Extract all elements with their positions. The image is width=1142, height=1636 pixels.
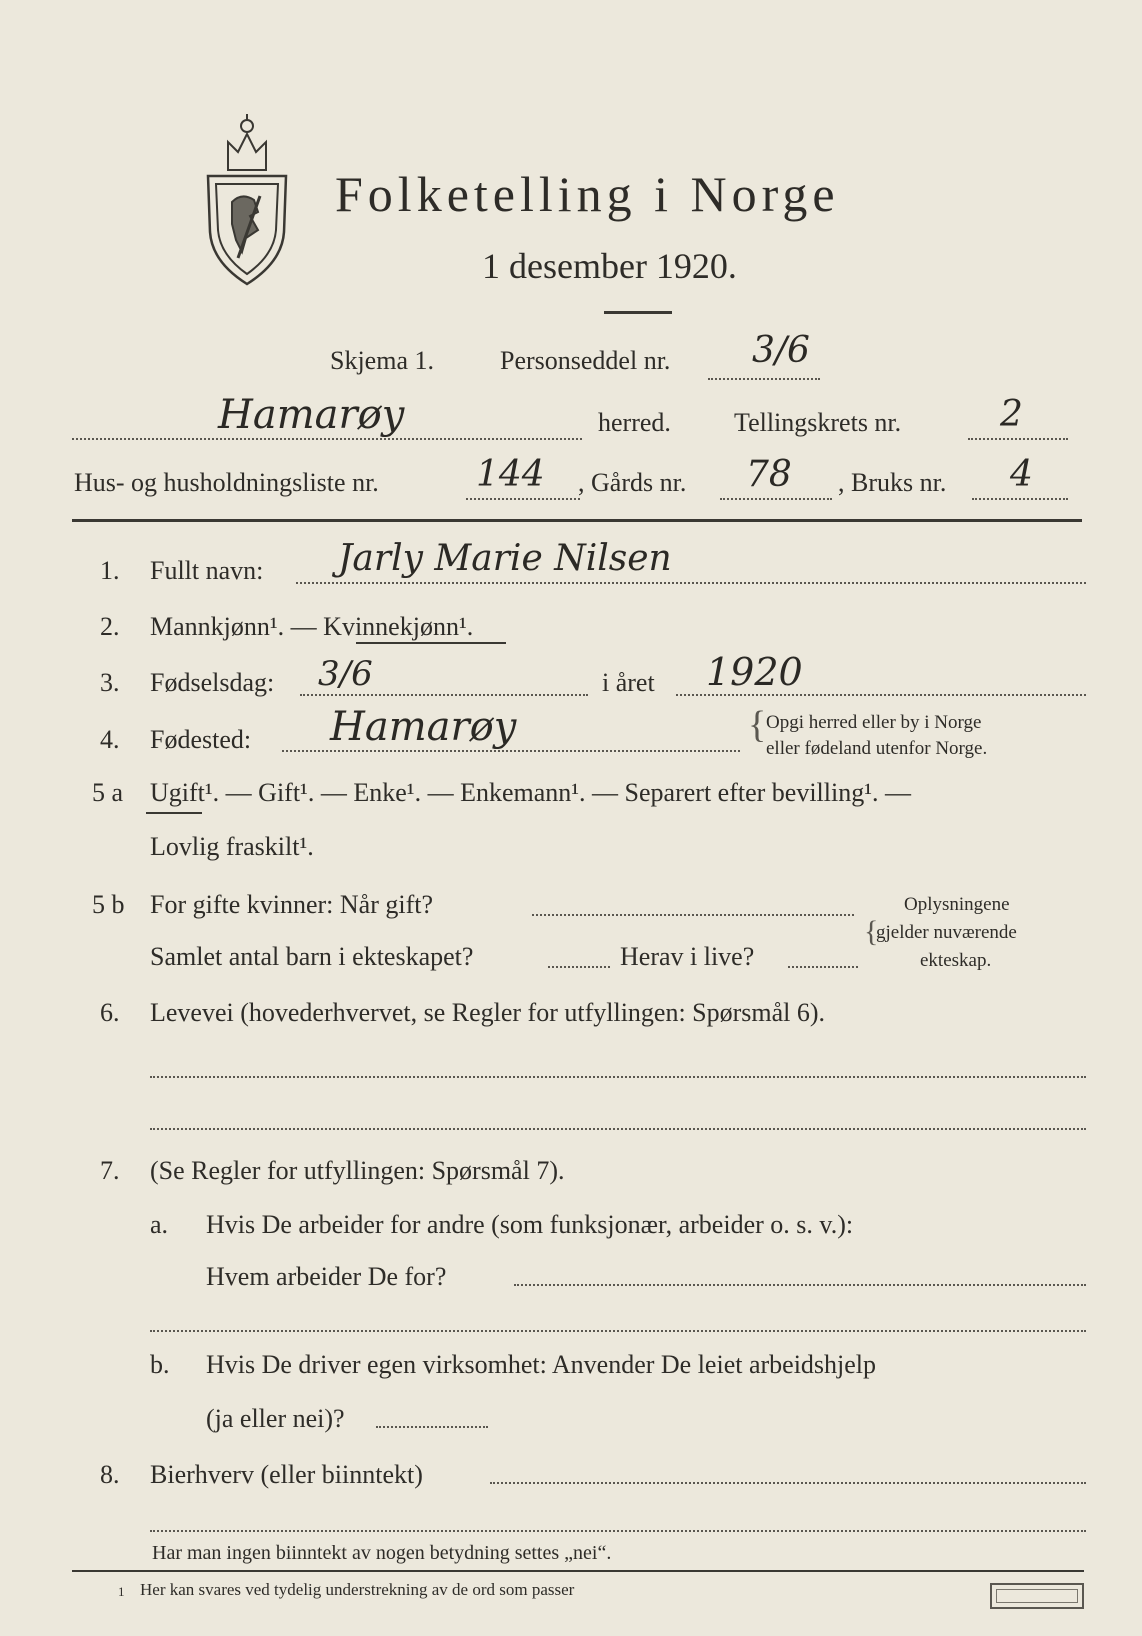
personseddel-field-line (708, 378, 820, 380)
q7b-line1: Hvis De driver egen virksomhet: Anvender De leiet arbeidshjelp (206, 1350, 877, 1379)
hired-help-field-line (376, 1426, 488, 1428)
q6-number: 6. (100, 998, 120, 1027)
q5b-line1: For gifte kvinner: Når gift? (150, 890, 434, 919)
tellingskrets-label: Tellingskrets nr. (734, 408, 902, 437)
side-income-field-line (490, 1482, 1086, 1484)
bruks-value[interactable]: 4 (1010, 454, 1033, 495)
q7a-label: a. (150, 1210, 169, 1239)
marital-underline-mark (146, 812, 202, 814)
full-name-value[interactable]: Jarly Marie Nilsen (338, 538, 672, 579)
birthplace-value[interactable]: Hamarøy (330, 704, 517, 750)
year-label: i året (602, 668, 655, 697)
footnote-mark: 1 (118, 1584, 125, 1599)
tellingskrets-value[interactable]: 2 (1000, 394, 1023, 435)
q4-number: 4. (100, 725, 120, 754)
title-divider (604, 311, 672, 314)
q4-note-line1: Opgi herred eller by i Norge (766, 712, 982, 733)
bruks-field-line (972, 498, 1068, 500)
q5b-note-line2: gjelder nuværende (876, 922, 1017, 943)
personseddel-value[interactable]: 3/6 (752, 330, 810, 371)
q4-note-brace: { (748, 704, 767, 746)
form-title: Folketelling i Norge (335, 166, 840, 222)
herred-label: herred. (598, 408, 671, 437)
q5b-note-brace: { (864, 915, 879, 948)
q2-number: 2. (100, 612, 120, 641)
hus-field-line (466, 498, 580, 500)
birthday-value[interactable]: 3/6 (318, 654, 373, 694)
personseddel-label: Personseddel nr. (500, 346, 671, 375)
q7-number: 7. (100, 1156, 120, 1185)
occupation-field-line-2 (150, 1128, 1086, 1130)
marital-status-options-cont[interactable]: Lovlig fraskilt¹. (150, 832, 314, 861)
q7b-label: b. (150, 1350, 170, 1379)
q7b-line2: (ja eller nei)? (206, 1404, 345, 1433)
q7a-line2: Hvem arbeider De for? (206, 1262, 447, 1291)
footer-divider (72, 1570, 1084, 1572)
q7-label: (Se Regler for utfyllingen: Spørsmål 7). (150, 1156, 565, 1185)
herred-field-line (72, 438, 582, 440)
q1-label: Fullt navn: (150, 556, 264, 585)
schema-label: Skjema 1. (330, 346, 434, 375)
employer-field-line (514, 1284, 1086, 1286)
header-divider (72, 519, 1082, 522)
q7a-line1: Hvis De arbeider for andre (som funksjonær, arbeider o. s. v.): (206, 1210, 854, 1239)
gards-value[interactable]: 78 (746, 454, 792, 495)
side-income-field-line-2 (150, 1530, 1086, 1532)
bruks-label: , Bruks nr. (838, 468, 947, 497)
q3-number: 3. (100, 668, 120, 697)
q4-note-line2: eller fødeland utenfor Norge. (766, 738, 988, 759)
footnote-text: Her kan svares ved tydelig understrekning av de ord som passer (140, 1580, 575, 1599)
marital-status-options[interactable]: Ugift¹. — Gift¹. — Enke¹. — Enkemann¹. — Separert efter bevilling¹. — (150, 778, 912, 807)
gender-underline-mark (356, 642, 506, 644)
herred-value[interactable]: Hamarøy (218, 392, 405, 438)
q5a-number: 5 a (92, 778, 124, 807)
q5b-number: 5 b (92, 890, 125, 919)
birthday-field-line (300, 694, 588, 696)
gards-label: , Gårds nr. (578, 468, 687, 497)
q1-field-line (296, 582, 1086, 584)
q8-number: 8. (100, 1460, 120, 1489)
children-field-line (548, 966, 610, 968)
footer-note: Har man ingen biinntekt av nogen betydning settes „nei“. (152, 1542, 612, 1564)
printer-stamp (990, 1583, 1084, 1609)
q6-label: Levevei (hovederhvervet, se Regler for utfyllingen: Spørsmål 6). (150, 998, 826, 1027)
gender-options[interactable]: Mannkjønn¹. — Kvinnekjønn¹. (150, 612, 474, 641)
q4-label: Fødested: (150, 725, 252, 754)
birthplace-field-line (282, 750, 740, 752)
q3-label: Fødselsdag: (150, 668, 275, 697)
q5b-note-line1: Oplysningene (904, 894, 1010, 915)
q5b-alive-label: Herav i live? (620, 942, 755, 971)
q5b-children-label: Samlet antal barn i ekteskapet? (150, 942, 474, 971)
census-date: 1 desember 1920. (482, 246, 737, 286)
marriage-date-field-line (532, 914, 854, 916)
tellingskrets-field-line (968, 438, 1068, 440)
q8-label: Bierhverv (eller biinntekt) (150, 1460, 423, 1489)
gards-field-line (720, 498, 832, 500)
hus-value[interactable]: 144 (476, 454, 545, 495)
norwegian-coat-of-arms-icon (198, 112, 296, 287)
alive-field-line (788, 966, 858, 968)
year-field-line (676, 694, 1086, 696)
employer-field-line-2 (150, 1330, 1086, 1332)
q1-number: 1. (100, 556, 120, 585)
q5b-note-line3: ekteskap. (920, 950, 992, 971)
occupation-field-line-1 (150, 1076, 1086, 1078)
birth-year-value[interactable]: 1920 (706, 650, 803, 694)
hus-label: Hus- og husholdningsliste nr. (74, 468, 379, 497)
